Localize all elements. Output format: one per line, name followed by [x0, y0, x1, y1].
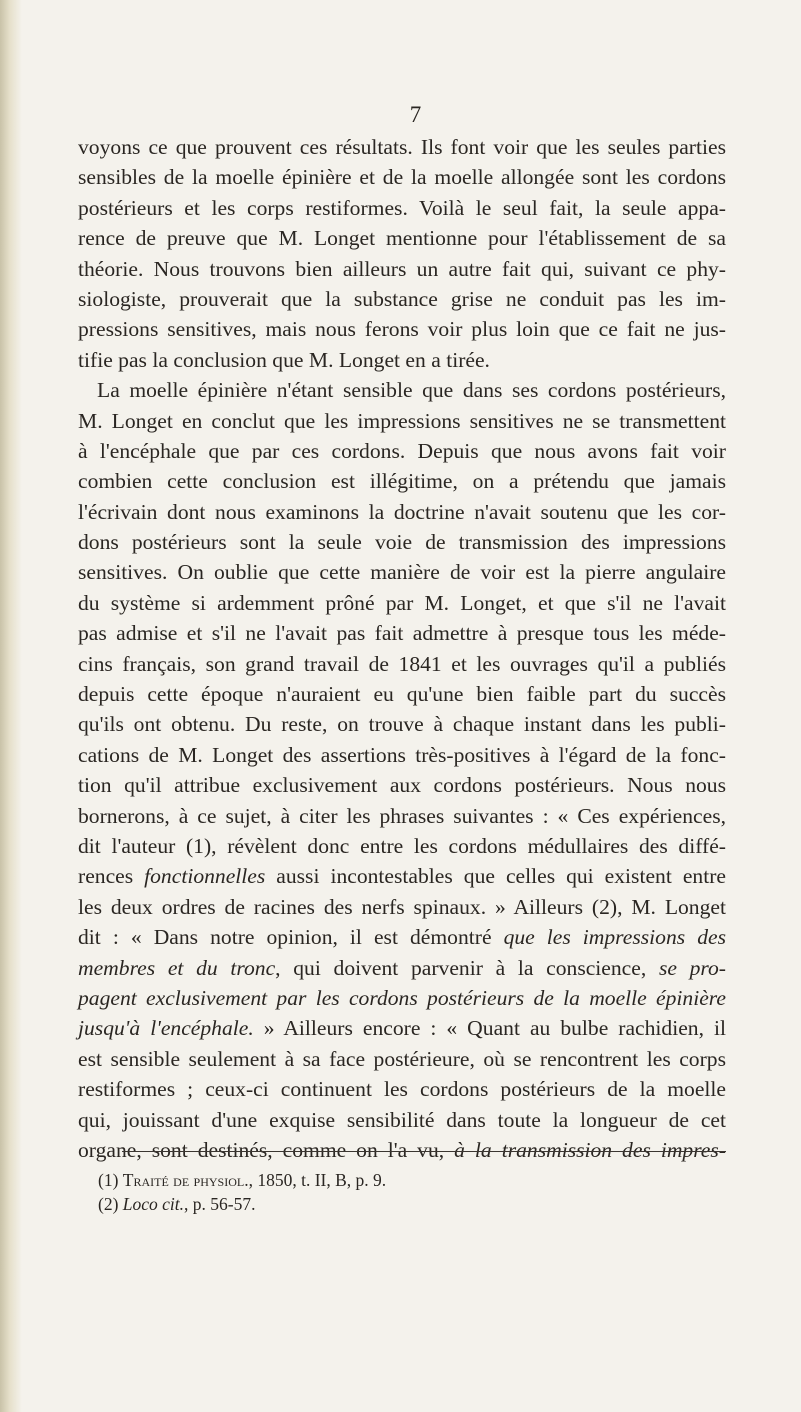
text-line [78, 740, 726, 770]
text-run: cins français, son grand travail de 1841 et les ouvrages qu'il a publiés [78, 651, 726, 676]
text-line [78, 466, 726, 496]
italic-text: pagent exclusivement par les cordons postérieurs de la moelle épinière [78, 985, 726, 1010]
text-run: est sensible seulement à sa face postérieure, où se rencontrent les corps [78, 1046, 726, 1071]
text-run: les deux ordres de racines des nerfs spinaux. » Ailleurs (2), M. Longet [78, 894, 726, 919]
text-run: du système si ardemment prôné par M. Longet, et que s'il ne l'avait [78, 590, 726, 615]
body-text [78, 132, 726, 1165]
text-line [78, 497, 726, 527]
text-run: combien cette conclusion est illégitime, on a prétendu que jamais [78, 469, 726, 494]
footnote-reference: , p. 56-57. [184, 1194, 256, 1214]
text-run: qu'ils ont obtenu. Du reste, on trouve à chaque instant dans les publi- [78, 712, 726, 737]
text-line [78, 1105, 726, 1135]
text-run: bornerons, à ce sujet, à citer les phrases suivantes : « Ces expériences, [78, 803, 726, 828]
text-run: dons postérieurs sont la seule voie de transmission des impressions [78, 530, 726, 555]
text-line [78, 892, 726, 922]
text-line [78, 801, 726, 831]
text-run: rence de preuve que M. Longet mentionne pour l'établissement de sa [78, 226, 726, 251]
text-run: tifie pas la conclusion que M. Longet en a tirée. [78, 347, 490, 372]
page-binding-edge [0, 0, 22, 1412]
text-run: siologiste, prouverait que la substance grise ne conduit pas les im- [78, 286, 726, 311]
text-run: restiformes ; ceux-ci continuent les cordons postérieurs de la moelle [78, 1077, 726, 1102]
text-run: l'écrivain dont nous examinons la doctrine n'avait soutenu que les cor- [78, 499, 726, 524]
text-run: dit : « Dans notre opinion, il est démontré [78, 925, 504, 950]
text-run: , qui doivent parvenir à la conscience, [275, 955, 659, 980]
footnote-reference: , 1850, t. II, B, p. 9. [248, 1170, 387, 1190]
text-run: rences [78, 864, 145, 889]
italic-text: se pro- [658, 955, 726, 980]
text-line [78, 861, 726, 891]
text-line [78, 132, 726, 162]
text-line [78, 436, 726, 466]
text-line [78, 922, 726, 952]
text-line [78, 223, 726, 253]
text-line [78, 375, 726, 405]
text-line [78, 527, 726, 557]
italic-text: à la transmission des impres- [454, 1137, 726, 1162]
text-line [78, 618, 726, 648]
text-line [78, 284, 726, 314]
text-run: M. Longet en conclut que les impressions sensitives ne se transmettent [78, 408, 726, 433]
text-run: cations de M. Longet des assertions très-positives à l'égard de la fonc- [78, 742, 726, 767]
text-line [78, 953, 726, 983]
text-line [78, 254, 726, 284]
text-line [78, 557, 726, 587]
italic-text: que les impressions des [503, 925, 726, 950]
text-run: voyons ce que prouvent ces résultats. Ils font voir que les seules parties [78, 135, 726, 159]
italic-text: membres et du tronc [78, 955, 276, 980]
text-line [78, 1074, 726, 1104]
text-run: aussi incontestables que celles qui existent entre [265, 864, 726, 889]
text-line [78, 406, 726, 436]
text-run: organe, sont destinés, comme on l'a vu, [78, 1137, 455, 1162]
text-line [78, 983, 726, 1013]
text-line [78, 588, 726, 618]
footnote [98, 1192, 658, 1216]
text-line [78, 649, 726, 679]
text-line [78, 709, 726, 739]
text-line [78, 193, 726, 223]
text-run: dit l'auteur (1), révèlent donc entre les cordons médullaires des diffé- [78, 833, 726, 858]
page-number: 7 [409, 102, 422, 127]
text-line [78, 314, 726, 344]
italic-text: jusqu'à l'encéphale. [78, 1016, 254, 1041]
footnote-source: Traité de physiol. [122, 1170, 249, 1190]
text-line [78, 1013, 726, 1043]
text-run: tion qu'il attribue exclusivement aux cordons postérieurs. Nous nous [78, 773, 726, 798]
text-run: à l'encéphale que par ces cordons. Depuis que nous avons fait voir [78, 438, 726, 463]
footnote-rule [122, 1151, 726, 1152]
text-line [78, 679, 726, 709]
text-line [78, 162, 726, 192]
text-run: sensitives. On oublie que cette manière de voir est la pierre angulaire [78, 560, 726, 585]
text-run: » Ailleurs encore : « Quant au bulbe rachidien, il [253, 1016, 726, 1041]
text-line [78, 345, 726, 375]
italic-text: fonctionnelles [144, 864, 266, 889]
text-run: depuis cette époque n'auraient eu qu'une bien faible part du succès [78, 682, 726, 707]
text-run: sensibles de la moelle épinière et de la moelle allongée sont les cordons [78, 165, 726, 190]
text-run: pressions sensitives, mais nous ferons voir plus loin que ce fait ne jus- [78, 317, 726, 342]
footnote-mark: (1) [98, 1170, 123, 1190]
text-run: qui, jouissant d'une exquise sensibilité dans toute la longueur de cet [78, 1107, 726, 1132]
text-line [78, 831, 726, 861]
footnotes [98, 1168, 658, 1216]
footnote-mark: (2) [98, 1194, 123, 1214]
text-run: théorie. Nous trouvons bien ailleurs un autre fait qui, suivant ce phy- [78, 256, 726, 281]
text-run: La moelle épinière n'étant sensible que dans ses cordons postérieurs, [97, 378, 726, 403]
footnote [98, 1168, 658, 1192]
footnote-source: Loco cit. [122, 1194, 185, 1214]
text-line [78, 1044, 726, 1074]
text-run: postérieurs et les corps restiformes. Voilà le seul fait, la seule appa- [78, 195, 726, 220]
text-line [78, 770, 726, 800]
text-run: pas admise et s'il ne l'avait pas fait admettre à presque tous les méde- [78, 621, 726, 646]
